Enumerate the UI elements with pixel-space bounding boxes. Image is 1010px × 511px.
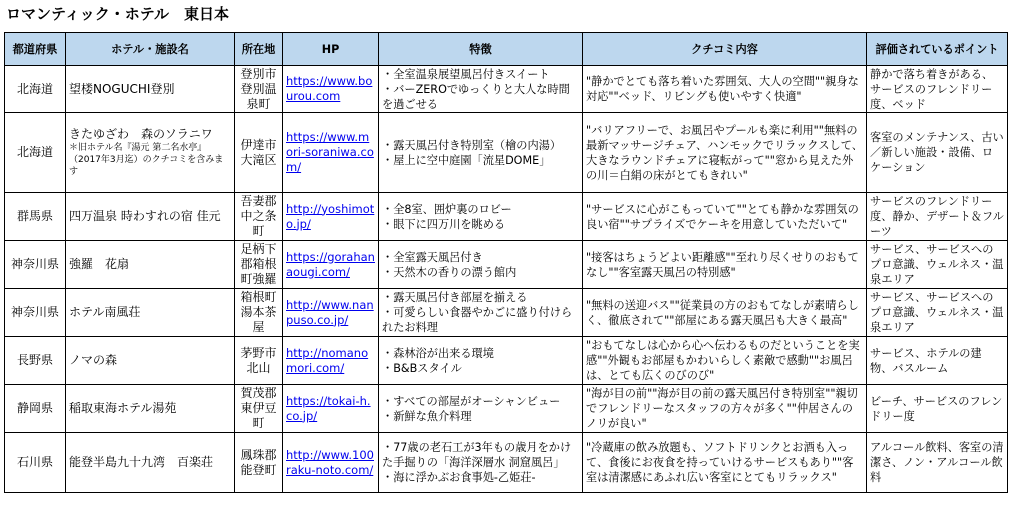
- feature-item: ・全室温泉展望風呂付きスイート: [382, 67, 550, 81]
- hotel-cell: 能登半島九十九湾 百楽荘: [66, 433, 235, 493]
- header-features: 特徴: [379, 33, 583, 66]
- hp-cell: [283, 289, 379, 337]
- points-cell: 静かで落ち着きがある、サービスのフレンドリー度、ベッド: [867, 66, 1008, 113]
- features-cell: [379, 113, 583, 193]
- table-row: [5, 193, 1008, 241]
- hp-cell: [283, 337, 379, 385]
- table-row: [5, 433, 1008, 493]
- kuchikomi-cell: "接客はちょうどよい距離感""至れり尽くせりのおもてなし""客室露天風呂の特別感": [583, 241, 867, 289]
- kuchikomi-cell: "海が目の前""海が目の前の露天風呂付き特別室""親切でフレンドリーなスタッフの方々が多く""仲居さんのノリが良い": [583, 385, 867, 433]
- feature-item: ・全8室、囲炉裏のロビー: [382, 202, 512, 216]
- hp-cell: [283, 66, 379, 113]
- feature-item: ・新鮮な魚介料理: [382, 409, 472, 423]
- points-cell: サービスのフレンドリー度、静か、デザート＆フルーツ: [867, 193, 1008, 241]
- kuchikomi-cell: "サービスに心がこもっていて""とても静かな雰囲気の良い宿""サプライズでケーキを用意していただいて": [583, 193, 867, 241]
- hp-link[interactable]: https://tokai-h.co.jp/: [286, 393, 371, 423]
- kuchikomi-cell: "冷蔵庫の飲み放題も、ソフトドリンクとお酒も入って、食後にお夜食を持っていけるサービスもあり""客室は清潔感にあふれ広い客室にとてもリラックス": [583, 433, 867, 493]
- features-cell: [379, 433, 583, 493]
- header-points: 評価されているポイント: [867, 33, 1008, 66]
- table-row: [5, 385, 1008, 433]
- header-prefecture: 都道府県: [5, 33, 66, 66]
- kuchikomi-cell: "おもてなしは心から心へ伝わるものだということを実感""外観もお部屋もかわいらしく素敵で感動""お風呂は、とても広くのびのび": [583, 337, 867, 385]
- location-cell: 吾妻郡中之条町: [235, 193, 283, 241]
- points-cell: ビーチ、サービスのフレンドリー度: [867, 385, 1008, 433]
- hp-cell: [283, 241, 379, 289]
- features-cell: [379, 385, 583, 433]
- features-cell: [379, 193, 583, 241]
- hotel-cell: 望楼NOGUCHI登別: [66, 66, 235, 113]
- hotel-table: [4, 32, 1008, 493]
- header-kuchikomi: クチコミ内容: [583, 33, 867, 66]
- hp-cell: [283, 113, 379, 193]
- location-cell: 登別市登別温泉町: [235, 66, 283, 113]
- location-cell: 足柄下郡箱根町強羅: [235, 241, 283, 289]
- points-cell: サービス、ホテルの建物、バスルーム: [867, 337, 1008, 385]
- points-cell: サービス、サービスへのプロ意識、ウェルネス・温泉エリア: [867, 241, 1008, 289]
- prefecture-cell: 静岡県: [5, 385, 66, 433]
- sheet-title: ロマンティック・ホテル 東日本: [6, 5, 230, 23]
- hotel-cell: ノマの森: [66, 337, 235, 385]
- hotel-cell: 強羅 花扇: [66, 241, 235, 289]
- location-cell: 茅野市北山: [235, 337, 283, 385]
- header-hp: HP: [283, 33, 379, 66]
- hotel-cell: [66, 113, 235, 193]
- location-cell: 箱根町湯本茶屋: [235, 289, 283, 337]
- feature-item: ・可愛らしい食器やかごに盛り付けられたお料理: [382, 306, 573, 334]
- kuchikomi-cell: "無料の送迎バス""従業員の方のおもてなしが素晴らしく、徹底されて""部屋にある露天風呂も大きく最高": [583, 289, 867, 337]
- points-cell: アルコール飲料、客室の清潔さ、ノン・アルコール飲料: [867, 433, 1008, 493]
- prefecture-cell: 北海道: [5, 113, 66, 193]
- location-cell: 賀茂郡東伊豆町: [235, 385, 283, 433]
- prefecture-cell: 群馬県: [5, 193, 66, 241]
- location-cell: 伊達市大滝区: [235, 113, 283, 193]
- hp-link[interactable]: http://www.nanpuso.co.jp/: [286, 297, 374, 327]
- hotel-cell: 四万温泉 時わすれの宿 佳元: [66, 193, 235, 241]
- prefecture-cell: 神奈川県: [5, 289, 66, 337]
- prefecture-cell: 石川県: [5, 433, 66, 493]
- feature-item: ・天然木の香りの漂う館内: [382, 265, 517, 279]
- hotel-note: ＊旧ホテル名『湯元 第二名水亭』（2017年3月迄）のクチコミを含みます: [69, 143, 224, 177]
- features-cell: [379, 66, 583, 113]
- hp-link[interactable]: https://www.bourou.com: [286, 74, 373, 103]
- prefecture-cell: 北海道: [5, 66, 66, 113]
- table-row: [5, 337, 1008, 385]
- hotel-cell: 稲取東海ホテル湯苑: [66, 385, 235, 433]
- header-row: [5, 33, 1008, 66]
- hp-cell: [283, 433, 379, 493]
- hp-link[interactable]: http://nomanomori.com/: [286, 345, 369, 375]
- points-cell: サービス、サービスへのプロ意識、ウェルネス・温泉エリア: [867, 289, 1008, 337]
- features-cell: [379, 241, 583, 289]
- header-hotel: ホテル・施設名: [66, 33, 235, 66]
- hp-link[interactable]: https://www.mori-soraniwa.com/: [286, 130, 374, 174]
- features-cell: [379, 289, 583, 337]
- hp-link[interactable]: http://www.100raku-noto.com/: [286, 447, 374, 477]
- feature-item: ・眼下に四万川を眺める: [382, 217, 506, 231]
- points-cell: 客室のメンテナンス、古い／新しい施設・設備、ロケーション: [867, 113, 1008, 193]
- feature-item: ・屋上に空中庭園「流星DOME」: [382, 153, 551, 167]
- feature-item: ・B&Bスタイル: [382, 361, 462, 375]
- hp-cell: [283, 193, 379, 241]
- hp-cell: [283, 385, 379, 433]
- hotel-cell: ホテル南風荘: [66, 289, 235, 337]
- prefecture-cell: 長野県: [5, 337, 66, 385]
- hp-link[interactable]: https://gorahanaougi.com/: [286, 249, 375, 279]
- feature-item: ・すべての部屋がオーシャンビュー: [382, 394, 561, 408]
- feature-item: ・露天風呂付き部屋を揃える: [382, 291, 528, 304]
- hp-link[interactable]: http://yoshimoto.jp/: [286, 201, 375, 231]
- feature-item: ・海に浮かぶお食事処-乙姫荘-: [382, 471, 536, 484]
- table-row: [5, 241, 1008, 289]
- kuchikomi-cell: "バリアフリーで、お風呂やプールも楽に利用""無料の最新マッサージチェア、ハンモックでリラックスして、大きなラウンドチェアに寝転がって""窓から見えた外の川＝白絹の床がとてもきれい": [583, 113, 867, 193]
- location-cell: 鳳珠郡能登町: [235, 433, 283, 493]
- prefecture-cell: 神奈川県: [5, 241, 66, 289]
- feature-item: ・77歳の老石工が3年もの歳月をかけた手掘りの「海洋深層水 洞窟風呂」: [382, 441, 572, 469]
- table-row: [5, 113, 1008, 193]
- feature-item: ・バーZEROでゆっくりと大人な時間を過ごせる: [382, 82, 570, 111]
- table-row: [5, 289, 1008, 337]
- feature-item: ・森林浴が出来る環境: [382, 346, 494, 360]
- header-location: 所在地: [235, 33, 283, 66]
- table-row: [5, 66, 1008, 113]
- hotel-name: きたゆざわ 森のソラニワ: [69, 127, 213, 141]
- kuchikomi-cell: "静かでとても落ち着いた雰囲気、大人の空間""親身な対応""ベッド、リビングも使いやすく快適": [583, 66, 867, 113]
- feature-item: ・全室露天風呂付き: [382, 250, 483, 264]
- features-cell: [379, 337, 583, 385]
- feature-item: ・露天風呂付き特別室（檜の内湯）: [382, 138, 562, 152]
